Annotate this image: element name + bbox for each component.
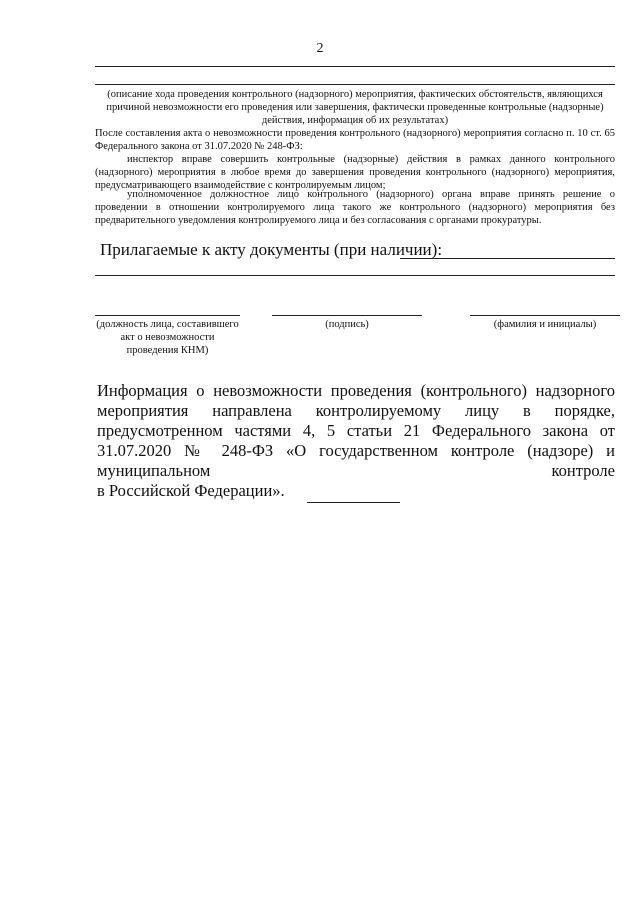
position-caption: (должность лица, составившего акт о невозможности проведения КНМ) — [96, 319, 239, 356]
attachments-line — [95, 275, 615, 276]
description-line — [95, 66, 615, 67]
closing-line — [307, 502, 400, 503]
inspector-right-paragraph: инспектор вправе совершить контрольные (надзорные) действия в рамках данного контрольного (надзорного) мероприятия в любое время до завершения проведения контрольного (надзорного) мероприятия, предусматривающего взаимодействие с контролируемым лицом; — [95, 154, 615, 191]
description-line — [95, 84, 615, 85]
position-signature-line — [95, 315, 240, 316]
signature-line — [272, 315, 422, 316]
attachments-line — [400, 258, 615, 259]
notification-text: Информация о невозможности проведения (контрольного) надзорного мероприятия направлена контролируемому лицу в порядке, предусмотренном частями 4, 5 статьи 21 Федерального закона от 31.07.2020 № 248-ФЗ «О государственном контроле (надзоре) и муниципальном контроле — [97, 381, 615, 480]
page-number: 2 — [316, 41, 324, 56]
attachments-label: Прилагаемые к акту документы (при наличии): — [100, 240, 443, 259]
notification-paragraph — [97, 381, 615, 501]
notification-text-last-line: в Российской Федерации». — [97, 481, 285, 500]
authorized-official-right-paragraph: уполномоченное должностное лицо контрольного (надзорного) органа вправе принять решение о проведении в отношении контролируемого лица такого же контрольного (надзорного) мероприятия без предварительного уведомления контролируемого лица и без согласования с органами прокуратуры. — [95, 189, 615, 226]
name-caption: (фамилия и инициалы) — [493, 319, 597, 330]
signature-caption: (подпись) — [325, 319, 369, 330]
description-caption: (описание хода проведения контрольного (надзорного) мероприятия, фактических обстоятельств, являющихся причиной невозможности его проведения или завершения, фактически проведенные контрольные (надзорные) действия, информация об их результатах) — [106, 89, 604, 126]
name-signature-line — [470, 315, 620, 316]
after-act-intro: После составления акта о невозможности проведения контрольного (надзорного) мероприятия согласно п. 10 ст. 65 Федерального закона от 31.07.2020 № 248-ФЗ: — [95, 128, 615, 152]
